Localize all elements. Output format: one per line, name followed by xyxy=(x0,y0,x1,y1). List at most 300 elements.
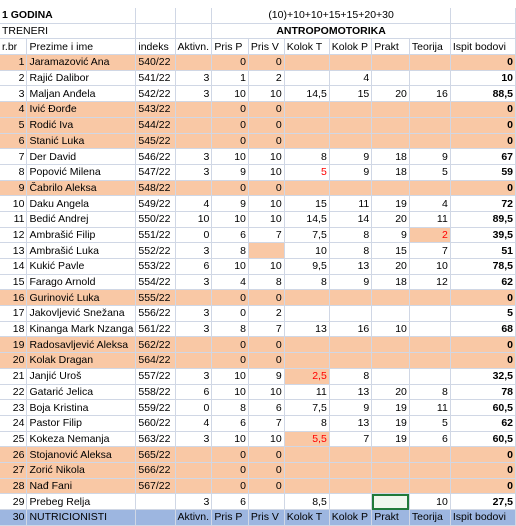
student-index-cell[interactable]: 558/22 xyxy=(136,384,175,400)
praktikum-cell[interactable]: 20 xyxy=(372,211,410,227)
prisustvo-v-cell[interactable]: 10 xyxy=(248,164,284,180)
prisustvo-p-cell[interactable]: 8 xyxy=(212,400,249,416)
row-number-cell[interactable]: 4 xyxy=(0,102,27,118)
prisustvo-p-cell[interactable]: 0 xyxy=(212,117,249,133)
student-name-cell[interactable]: Kinanga Mark Nzanga xyxy=(27,321,136,337)
prisustvo-v-cell[interactable]: 6 xyxy=(248,400,284,416)
kolokvijum-p-cell[interactable] xyxy=(329,133,371,149)
prisustvo-p-cell[interactable]: 10 xyxy=(212,149,249,165)
kolokvijum-p-cell[interactable]: 16 xyxy=(329,321,371,337)
student-name-cell[interactable]: Stanić Luka xyxy=(27,133,136,149)
praktikum-cell[interactable] xyxy=(372,290,410,306)
prisustvo-p-cell[interactable]: 0 xyxy=(212,447,249,463)
teorija-cell[interactable]: 2 xyxy=(409,227,450,243)
praktikum-cell[interactable]: 19 xyxy=(372,431,410,447)
prisustvo-p-cell[interactable]: 10 xyxy=(212,368,249,384)
aktivnost-cell[interactable] xyxy=(175,353,212,369)
prisustvo-v-cell[interactable]: 7 xyxy=(248,321,284,337)
praktikum-cell[interactable] xyxy=(372,117,410,133)
prisustvo-v-cell[interactable]: 7 xyxy=(248,227,284,243)
aktivnost-cell[interactable]: 3 xyxy=(175,494,212,510)
kolokvijum-t-cell[interactable] xyxy=(284,447,329,463)
kolokvijum-t-cell[interactable]: 14,5 xyxy=(284,211,329,227)
kolokvijum-t-cell[interactable]: 11 xyxy=(284,384,329,400)
prisustvo-v-cell[interactable]: 10 xyxy=(248,259,284,275)
kolokvijum-t-cell[interactable]: 8 xyxy=(284,149,329,165)
student-index-cell[interactable]: 562/22 xyxy=(136,337,175,353)
student-name-cell[interactable]: Kukić Pavle xyxy=(27,259,136,275)
praktikum-cell[interactable] xyxy=(372,353,410,369)
student-index-cell[interactable] xyxy=(136,494,175,510)
aktivnost-cell[interactable]: 3 xyxy=(175,306,212,322)
prisustvo-p-cell[interactable]: 9 xyxy=(212,196,249,212)
student-name-cell[interactable]: Gatarić Jelica xyxy=(27,384,136,400)
praktikum-cell[interactable]: 20 xyxy=(372,259,410,275)
row-number-cell[interactable]: 19 xyxy=(0,337,27,353)
student-index-cell[interactable]: 549/22 xyxy=(136,196,175,212)
student-name-cell[interactable]: Daku Angela xyxy=(27,196,136,212)
student-name-cell[interactable]: Ambrašić Luka xyxy=(27,243,136,259)
ispit-bodovi-cell[interactable]: 60,5 xyxy=(450,431,515,447)
student-name-cell[interactable]: Jaramazović Ana xyxy=(27,55,136,71)
ispit-bodovi-cell[interactable]: 0 xyxy=(450,55,515,71)
student-name-cell[interactable]: Radosavljević Aleksa xyxy=(27,337,136,353)
prisustvo-p-cell[interactable]: 10 xyxy=(212,384,249,400)
student-name-cell[interactable]: Janjić Uroš xyxy=(27,368,136,384)
kolokvijum-t-cell[interactable]: 7,5 xyxy=(284,227,329,243)
col-header-kolok-p[interactable]: Kolok P xyxy=(329,39,371,55)
kolokvijum-p-cell[interactable] xyxy=(329,494,371,510)
ispit-bodovi-cell[interactable]: 39,5 xyxy=(450,227,515,243)
ispit-bodovi-cell[interactable]: 78 xyxy=(450,384,515,400)
kolokvijum-t-cell[interactable]: 2,5 xyxy=(284,368,329,384)
student-name-cell[interactable]: Bedić Andrej xyxy=(27,211,136,227)
teorija-cell[interactable]: 10 xyxy=(409,259,450,275)
prisustvo-v-cell[interactable]: 0 xyxy=(248,353,284,369)
kolokvijum-p-cell[interactable]: 7 xyxy=(329,431,371,447)
prisustvo-v-cell[interactable]: 0 xyxy=(248,478,284,494)
prisustvo-p-cell[interactable]: 9 xyxy=(212,164,249,180)
ispit-bodovi-cell[interactable]: 0 xyxy=(450,462,515,478)
ispit-bodovi-cell[interactable]: 0 xyxy=(450,117,515,133)
row-number-cell[interactable]: 17 xyxy=(0,306,27,322)
praktikum-cell[interactable]: 10 xyxy=(372,321,410,337)
row-number-cell[interactable]: 15 xyxy=(0,274,27,290)
teorija-cell[interactable] xyxy=(409,133,450,149)
row-number-cell[interactable]: 16 xyxy=(0,290,27,306)
aktivnost-cell[interactable] xyxy=(175,180,212,196)
ispit-bodovi-cell[interactable]: 60,5 xyxy=(450,400,515,416)
student-name-cell[interactable]: Pastor Filip xyxy=(27,415,136,431)
teorija-cell[interactable]: 10 xyxy=(409,494,450,510)
kolokvijum-t-cell[interactable] xyxy=(284,478,329,494)
praktikum-cell[interactable]: 18 xyxy=(372,149,410,165)
teorija-cell[interactable] xyxy=(409,321,450,337)
student-index-cell[interactable]: 565/22 xyxy=(136,447,175,463)
student-name-cell[interactable]: Der David xyxy=(27,149,136,165)
teorija-cell[interactable] xyxy=(409,180,450,196)
prisustvo-p-cell[interactable]: 8 xyxy=(212,243,249,259)
praktikum-cell[interactable] xyxy=(372,462,410,478)
prisustvo-p-cell[interactable]: 0 xyxy=(212,290,249,306)
kolokvijum-p-cell[interactable] xyxy=(329,337,371,353)
kolokvijum-p-cell[interactable] xyxy=(329,180,371,196)
kolokvijum-t-cell[interactable]: 8 xyxy=(284,415,329,431)
col-header-kolok-t[interactable]: Kolok T xyxy=(284,39,329,55)
student-index-cell[interactable]: 546/22 xyxy=(136,149,175,165)
teorija-cell[interactable]: 8 xyxy=(409,384,450,400)
student-name-cell[interactable]: Popović Milena xyxy=(27,164,136,180)
student-name-cell[interactable]: Nađ Fani xyxy=(27,478,136,494)
ispit-bodovi-cell[interactable]: 62 xyxy=(450,274,515,290)
points-formula[interactable]: (10)+10+10+15+15+20+30 xyxy=(212,8,450,23)
aktivnost-cell[interactable]: 4 xyxy=(175,415,212,431)
praktikum-cell[interactable]: 20 xyxy=(372,384,410,400)
student-name-cell[interactable]: Prebeg Relja xyxy=(27,494,136,510)
section-title[interactable]: ANTROPOMOTORIKA xyxy=(212,23,450,39)
prisustvo-v-cell[interactable]: 0 xyxy=(248,462,284,478)
prisustvo-v-cell[interactable]: 10 xyxy=(248,149,284,165)
aktivnost-cell[interactable]: 6 xyxy=(175,259,212,275)
prisustvo-v-cell[interactable]: 0 xyxy=(248,337,284,353)
student-index-cell[interactable]: 566/22 xyxy=(136,462,175,478)
ispit-bodovi-cell[interactable]: 89,5 xyxy=(450,211,515,227)
praktikum-cell[interactable] xyxy=(372,102,410,118)
kolokvijum-t-cell[interactable]: 5,5 xyxy=(284,431,329,447)
teorija-cell[interactable]: 16 xyxy=(409,86,450,102)
kolokvijum-t-cell[interactable] xyxy=(284,133,329,149)
aktivnost-cell[interactable]: 4 xyxy=(175,196,212,212)
kolokvijum-t-cell[interactable] xyxy=(284,117,329,133)
kolokvijum-p-cell[interactable]: 13 xyxy=(329,259,371,275)
prisustvo-p-cell[interactable]: 8 xyxy=(212,321,249,337)
prisustvo-p-cell[interactable]: 6 xyxy=(212,227,249,243)
kolokvijum-p-cell[interactable]: 9 xyxy=(329,400,371,416)
row-number-cell[interactable]: 27 xyxy=(0,462,27,478)
ispit-bodovi-cell[interactable]: 5 xyxy=(450,306,515,322)
ispit-bodovi-cell[interactable]: 32,5 xyxy=(450,368,515,384)
prisustvo-p-cell[interactable]: 10 xyxy=(212,259,249,275)
kolokvijum-t-cell[interactable]: 10 xyxy=(284,243,329,259)
kolokvijum-t-cell[interactable]: 14,5 xyxy=(284,86,329,102)
prisustvo-p-cell[interactable]: 0 xyxy=(212,306,249,322)
prisustvo-v-header-cell[interactable]: Pris V xyxy=(248,510,284,526)
teorija-header-cell[interactable]: Teorija xyxy=(409,510,450,526)
kolokvijum-p-cell[interactable]: 15 xyxy=(329,86,371,102)
kolokvijum-p-cell[interactable] xyxy=(329,117,371,133)
prisustvo-p-cell[interactable]: 6 xyxy=(212,494,249,510)
kolokvijum-p-cell[interactable]: 11 xyxy=(329,196,371,212)
prisustvo-v-cell[interactable]: 0 xyxy=(248,55,284,71)
praktikum-cell[interactable] xyxy=(372,494,410,510)
student-index-cell[interactable]: 551/22 xyxy=(136,227,175,243)
kolokvijum-p-cell[interactable]: 4 xyxy=(329,70,371,86)
student-index-cell[interactable]: 541/22 xyxy=(136,70,175,86)
student-name-cell[interactable]: Gurinović Luka xyxy=(27,290,136,306)
row-number-cell[interactable]: 12 xyxy=(0,227,27,243)
kolokvijum-t-cell[interactable] xyxy=(284,462,329,478)
aktivnost-cell[interactable] xyxy=(175,290,212,306)
row-number-cell[interactable]: 1 xyxy=(0,55,27,71)
teorija-cell[interactable] xyxy=(409,447,450,463)
prisustvo-v-cell[interactable]: 10 xyxy=(248,86,284,102)
aktivnost-cell[interactable] xyxy=(175,133,212,149)
prisustvo-v-cell[interactable]: 0 xyxy=(248,133,284,149)
kolokvijum-t-cell[interactable] xyxy=(284,290,329,306)
row-number-cell[interactable]: 24 xyxy=(0,415,27,431)
teorija-cell[interactable] xyxy=(409,462,450,478)
prisustvo-p-cell[interactable]: 0 xyxy=(212,180,249,196)
row-number-cell[interactable]: 8 xyxy=(0,164,27,180)
year-label[interactable]: 1 GODINA xyxy=(0,8,136,23)
kolokvijum-t-cell[interactable]: 8,5 xyxy=(284,494,329,510)
aktivnost-cell[interactable]: 3 xyxy=(175,70,212,86)
kolokvijum-t-cell[interactable] xyxy=(284,102,329,118)
row-number-cell[interactable]: 2 xyxy=(0,70,27,86)
aktivnost-cell[interactable]: 0 xyxy=(175,227,212,243)
student-index-cell[interactable]: 544/22 xyxy=(136,117,175,133)
kolokvijum-p-cell[interactable] xyxy=(329,447,371,463)
kolokvijum-p-cell[interactable]: 8 xyxy=(329,368,371,384)
row-number-cell[interactable]: 18 xyxy=(0,321,27,337)
student-name-cell[interactable]: Boja Kristina xyxy=(27,400,136,416)
row-number-cell[interactable]: 25 xyxy=(0,431,27,447)
aktivnost-header-cell[interactable]: Aktivn. xyxy=(175,510,212,526)
student-name-cell[interactable]: Jakovljević Snežana xyxy=(27,306,136,322)
praktikum-cell[interactable] xyxy=(372,70,410,86)
aktivnost-cell[interactable] xyxy=(175,478,212,494)
ispit-bodovi-cell[interactable]: 0 xyxy=(450,290,515,306)
aktivnost-cell[interactable]: 3 xyxy=(175,321,212,337)
student-name-cell[interactable]: Rajić Dalibor xyxy=(27,70,136,86)
teorija-cell[interactable] xyxy=(409,337,450,353)
prisustvo-v-cell[interactable]: 7 xyxy=(248,415,284,431)
row-number-cell[interactable]: 5 xyxy=(0,117,27,133)
student-index-cell[interactable]: 540/22 xyxy=(136,55,175,71)
praktikum-cell[interactable] xyxy=(372,306,410,322)
prisustvo-v-cell[interactable]: 10 xyxy=(248,196,284,212)
prisustvo-v-cell[interactable]: 10 xyxy=(248,384,284,400)
kolokvijum-p-cell[interactable]: 9 xyxy=(329,149,371,165)
prisustvo-v-cell[interactable] xyxy=(248,494,284,510)
teorija-cell[interactable]: 6 xyxy=(409,431,450,447)
aktivnost-cell[interactable]: 6 xyxy=(175,384,212,400)
praktikum-cell[interactable] xyxy=(372,133,410,149)
praktikum-header-cell[interactable]: Prakt xyxy=(372,510,410,526)
row-number-cell[interactable]: 20 xyxy=(0,353,27,369)
row-number-cell[interactable]: 22 xyxy=(0,384,27,400)
ispit-bodovi-cell[interactable]: 10 xyxy=(450,70,515,86)
kolokvijum-p-header-cell[interactable]: Kolok P xyxy=(329,510,371,526)
student-name-cell[interactable]: Farago Arnold xyxy=(27,274,136,290)
col-header-rbr[interactable]: r.br xyxy=(0,39,27,55)
col-header-pris-v[interactable]: Pris V xyxy=(248,39,284,55)
ispit-bodovi-cell[interactable]: 0 xyxy=(450,337,515,353)
student-name-cell[interactable]: Maljan Anđela xyxy=(27,86,136,102)
ispit-bodovi-cell[interactable]: 51 xyxy=(450,243,515,259)
aktivnost-cell[interactable]: 3 xyxy=(175,149,212,165)
kolokvijum-p-cell[interactable]: 9 xyxy=(329,164,371,180)
teorija-cell[interactable] xyxy=(409,70,450,86)
aktivnost-cell[interactable] xyxy=(175,117,212,133)
kolokvijum-p-cell[interactable]: 8 xyxy=(329,227,371,243)
teorija-cell[interactable] xyxy=(409,117,450,133)
student-name-cell[interactable]: Čabrilo Aleksa xyxy=(27,180,136,196)
aktivnost-cell[interactable]: 3 xyxy=(175,368,212,384)
kolokvijum-p-cell[interactable]: 9 xyxy=(329,274,371,290)
kolokvijum-t-cell[interactable] xyxy=(284,70,329,86)
praktikum-cell[interactable]: 19 xyxy=(372,415,410,431)
student-index-cell[interactable]: 543/22 xyxy=(136,102,175,118)
teorija-cell[interactable] xyxy=(409,306,450,322)
praktikum-cell[interactable]: 18 xyxy=(372,274,410,290)
prisustvo-v-cell[interactable]: 0 xyxy=(248,290,284,306)
praktikum-cell[interactable] xyxy=(372,55,410,71)
prisustvo-v-cell[interactable]: 0 xyxy=(248,102,284,118)
kolokvijum-p-cell[interactable]: 14 xyxy=(329,211,371,227)
row-number-header-cell[interactable]: 30 xyxy=(0,510,27,526)
kolokvijum-p-cell[interactable] xyxy=(329,55,371,71)
teorija-cell[interactable] xyxy=(409,55,450,71)
kolokvijum-p-cell[interactable] xyxy=(329,353,371,369)
aktivnost-cell[interactable] xyxy=(175,55,212,71)
ispit-bodovi-cell[interactable]: 72 xyxy=(450,196,515,212)
student-index-cell[interactable]: 555/22 xyxy=(136,290,175,306)
kolokvijum-p-cell[interactable] xyxy=(329,306,371,322)
teorija-cell[interactable]: 11 xyxy=(409,211,450,227)
praktikum-cell[interactable]: 18 xyxy=(372,164,410,180)
ispit-bodovi-cell[interactable]: 59 xyxy=(450,164,515,180)
prisustvo-v-cell[interactable]: 2 xyxy=(248,306,284,322)
teorija-cell[interactable]: 5 xyxy=(409,164,450,180)
teorija-cell[interactable] xyxy=(409,368,450,384)
prisustvo-p-cell[interactable]: 0 xyxy=(212,337,249,353)
ispit-bodovi-cell[interactable]: 0 xyxy=(450,133,515,149)
prisustvo-p-header-cell[interactable]: Pris P xyxy=(212,510,249,526)
ispit-bodovi-cell[interactable]: 68 xyxy=(450,321,515,337)
student-index-cell[interactable]: 550/22 xyxy=(136,211,175,227)
ispit-bodovi-cell[interactable]: 67 xyxy=(450,149,515,165)
praktikum-cell[interactable] xyxy=(372,180,410,196)
ispit-bodovi-cell[interactable]: 0 xyxy=(450,180,515,196)
teorija-cell[interactable]: 7 xyxy=(409,243,450,259)
aktivnost-cell[interactable]: 10 xyxy=(175,211,212,227)
prisustvo-p-cell[interactable]: 10 xyxy=(212,211,249,227)
student-index-cell[interactable]: 545/22 xyxy=(136,133,175,149)
prisustvo-v-cell[interactable] xyxy=(248,243,284,259)
kolokvijum-t-cell[interactable]: 13 xyxy=(284,321,329,337)
aktivnost-cell[interactable]: 3 xyxy=(175,86,212,102)
kolokvijum-p-cell[interactable] xyxy=(329,102,371,118)
student-index-cell[interactable]: 561/22 xyxy=(136,321,175,337)
teorija-cell[interactable]: 5 xyxy=(409,415,450,431)
teorija-cell[interactable] xyxy=(409,353,450,369)
teorija-cell[interactable] xyxy=(409,102,450,118)
praktikum-cell[interactable] xyxy=(372,478,410,494)
prisustvo-v-cell[interactable]: 9 xyxy=(248,368,284,384)
teorija-cell[interactable]: 12 xyxy=(409,274,450,290)
prisustvo-p-cell[interactable]: 10 xyxy=(212,431,249,447)
prisustvo-p-cell[interactable]: 4 xyxy=(212,274,249,290)
student-index-cell[interactable]: 542/22 xyxy=(136,86,175,102)
prisustvo-p-cell[interactable]: 0 xyxy=(212,462,249,478)
ispit-bodovi-cell[interactable]: 0 xyxy=(450,478,515,494)
aktivnost-cell[interactable] xyxy=(175,337,212,353)
aktivnost-cell[interactable]: 0 xyxy=(175,400,212,416)
prisustvo-v-cell[interactable]: 0 xyxy=(248,117,284,133)
student-index-cell[interactable]: 557/22 xyxy=(136,368,175,384)
student-name-cell[interactable]: Ambrašić Filip xyxy=(27,227,136,243)
kolokvijum-t-cell[interactable] xyxy=(284,337,329,353)
prisustvo-p-cell[interactable]: 0 xyxy=(212,133,249,149)
aktivnost-cell[interactable] xyxy=(175,462,212,478)
ispit-bodovi-cell[interactable]: 78,5 xyxy=(450,259,515,275)
col-header-pris-p[interactable]: Pris P xyxy=(212,39,249,55)
praktikum-cell[interactable]: 20 xyxy=(372,86,410,102)
ispit-bodovi-header-cell[interactable]: Ispit bodovi xyxy=(450,510,515,526)
row-number-cell[interactable]: 21 xyxy=(0,368,27,384)
prisustvo-p-cell[interactable]: 0 xyxy=(212,478,249,494)
kolokvijum-t-cell[interactable] xyxy=(284,180,329,196)
teorija-cell[interactable]: 11 xyxy=(409,400,450,416)
student-index-cell[interactable]: 552/22 xyxy=(136,243,175,259)
kolokvijum-t-cell[interactable] xyxy=(284,353,329,369)
kolokvijum-t-header-cell[interactable]: Kolok T xyxy=(284,510,329,526)
ispit-bodovi-cell[interactable]: 0 xyxy=(450,102,515,118)
row-number-cell[interactable]: 7 xyxy=(0,149,27,165)
kolokvijum-p-cell[interactable]: 13 xyxy=(329,415,371,431)
prisustvo-p-cell[interactable]: 0 xyxy=(212,102,249,118)
prisustvo-p-cell[interactable]: 6 xyxy=(212,415,249,431)
praktikum-cell[interactable] xyxy=(372,447,410,463)
row-number-cell[interactable]: 13 xyxy=(0,243,27,259)
aktivnost-cell[interactable]: 3 xyxy=(175,431,212,447)
col-header-aktivn[interactable]: Aktivn. xyxy=(175,39,212,55)
kolokvijum-t-cell[interactable]: 15 xyxy=(284,196,329,212)
praktikum-cell[interactable]: 9 xyxy=(372,227,410,243)
ispit-bodovi-cell[interactable]: 62 xyxy=(450,415,515,431)
kolokvijum-t-cell[interactable]: 9,5 xyxy=(284,259,329,275)
aktivnost-cell[interactable]: 3 xyxy=(175,274,212,290)
prisustvo-v-cell[interactable]: 10 xyxy=(248,211,284,227)
praktikum-cell[interactable] xyxy=(372,368,410,384)
col-header-name[interactable]: Prezime i ime xyxy=(27,39,136,55)
row-number-cell[interactable]: 28 xyxy=(0,478,27,494)
student-index-cell[interactable]: 567/22 xyxy=(136,478,175,494)
row-number-cell[interactable]: 6 xyxy=(0,133,27,149)
aktivnost-cell[interactable]: 3 xyxy=(175,164,212,180)
student-index-cell[interactable]: 556/22 xyxy=(136,306,175,322)
prisustvo-v-cell[interactable]: 10 xyxy=(248,431,284,447)
praktikum-cell[interactable] xyxy=(372,337,410,353)
aktivnost-cell[interactable] xyxy=(175,447,212,463)
row-number-cell[interactable]: 9 xyxy=(0,180,27,196)
col-header-index[interactable]: indeks xyxy=(136,39,175,55)
student-name-cell[interactable]: Rodić Iva xyxy=(27,117,136,133)
row-number-cell[interactable]: 14 xyxy=(0,259,27,275)
prisustvo-v-cell[interactable]: 0 xyxy=(248,180,284,196)
col-header-prakt[interactable]: Prakt xyxy=(372,39,410,55)
praktikum-cell[interactable]: 15 xyxy=(372,243,410,259)
row-number-cell[interactable]: 23 xyxy=(0,400,27,416)
student-name-cell[interactable]: Kolak Dragan xyxy=(27,353,136,369)
student-index-cell[interactable]: 563/22 xyxy=(136,431,175,447)
student-index-cell[interactable]: 547/22 xyxy=(136,164,175,180)
teorija-cell[interactable]: 4 xyxy=(409,196,450,212)
ispit-bodovi-cell[interactable]: 27,5 xyxy=(450,494,515,510)
prisustvo-p-cell[interactable]: 0 xyxy=(212,55,249,71)
student-name-cell[interactable]: Ivić Đorđe xyxy=(27,102,136,118)
